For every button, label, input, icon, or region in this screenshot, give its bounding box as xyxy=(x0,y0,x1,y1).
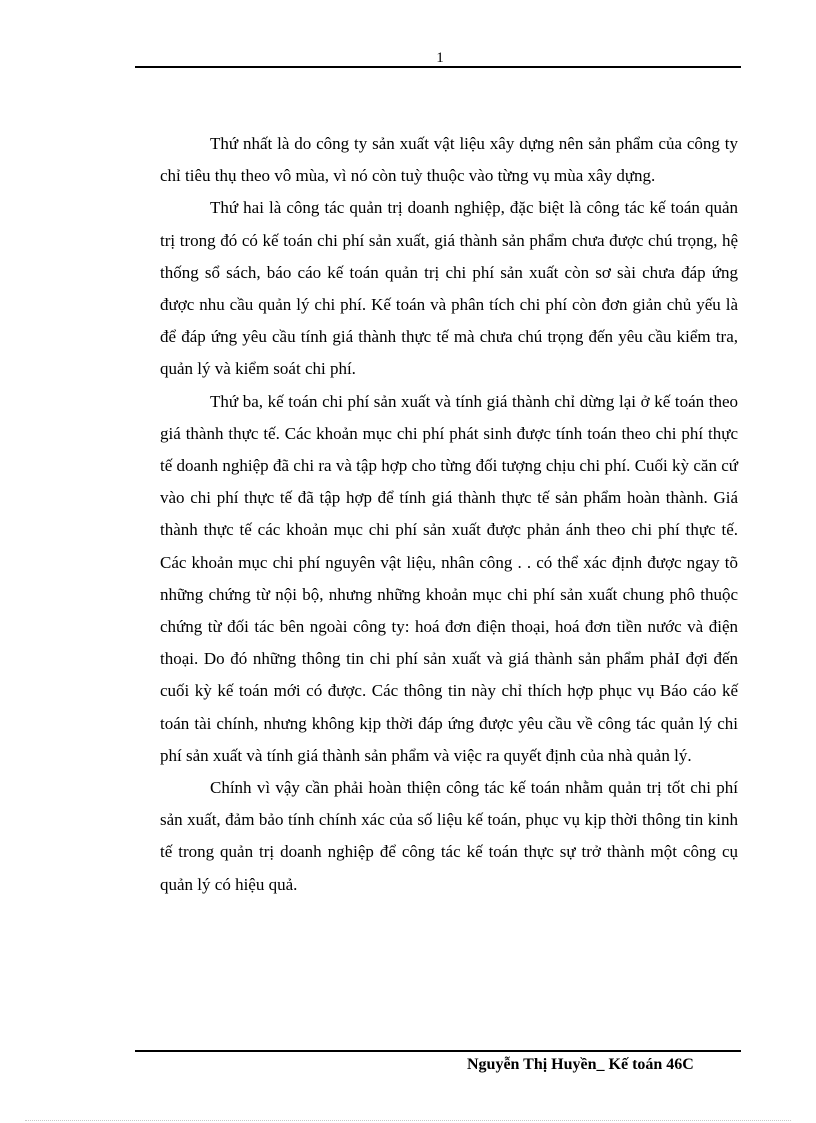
page-number: 1 xyxy=(436,50,444,66)
paragraph-3: Thứ ba, kế toán chi phí sản xuất và tính giá thành chỉ dừng lại ở kế toán theo giá thành thực tế. Các khoản mục chi phí phát sinh được tính toán theo chi phí thực tế doanh nghiệp đã chi ra và tập hợp cho từng đối tượng chịu chi phí. Cuối kỳ căn cứ vào chi phí thực tế đã tập hợp để tính giá thành thực tế sản phẩm hoàn thành. Giá thành thực tế các khoản mục chi phí sản xuất được phản ánh theo chi phí thực tế. Các khoản mục chi phí nguyên vật liệu, nhân công . . có thể xác định được ngay tõ những chứng từ nội bộ, nhưng những khoản mục chi phí sản xuất chung phô thuộc chứng từ đối tác bên ngoài công ty: hoá đơn điện thoại, hoá đơn tiền nước và điện thoại. Do đó những thông tin chi phí sản xuất và giá thành sản phẩm phảI đợi đến cuối kỳ kế toán mới có được. Các thông tin này chỉ thích hợp phục vụ Báo cáo kế toán tài chính, nhưng không kịp thời đáp ứng được yêu cầu về công tác quản lý chi phí sản xuất và tính giá thành sản phẩm và việc ra quyết định của nhà quản lý. xyxy=(160,391,738,765)
body-text xyxy=(160,128,738,901)
paragraph-1: Thứ nhất là do công ty sản xuất vật liệu xây dựng nên sản phẩm của công ty chỉ tiêu thụ theo vô mùa, vì nó còn tuỳ thuộc vào từng vụ mùa xây dựng. xyxy=(160,134,738,186)
footer-rule xyxy=(135,1050,741,1052)
header-rule xyxy=(135,66,741,68)
paragraph-2: Thứ hai là công tác quản trị doanh nghiệp, đặc biệt là công tác kế toán quản trị trong đó có kế toán chi phí sản xuất, giá thành sản phẩm chưa được chú trọng, hệ thống sổ sách, báo cáo kế toán quản trị chi phí sản xuất còn sơ sài chưa đáp ứng được nhu cầu quản lý chi phí. Kế toán và phân tích chi phí còn đơn giản chủ yếu là để đáp ứng yêu cầu tính giá thành thực tế mà chưa chú trọng đến yêu cầu kiểm tra, quản lý và kiểm soát chi phí. xyxy=(160,198,738,379)
paragraph-4: Chính vì vậy cần phải hoàn thiện công tác kế toán nhằm quản trị tốt chi phí sản xuất, đảm bảo tính chính xác của số liệu kế toán, phục vụ kịp thời thông tin kinh tế trong quản trị doanh nghiệp để công tác kế toán thực sự trở thành một công cụ quản lý có hiệu quả. xyxy=(160,778,738,894)
page-edge xyxy=(25,1120,791,1121)
footer-author: Nguyễn Thị Huyền_ Kế toán 46C xyxy=(467,1056,694,1073)
